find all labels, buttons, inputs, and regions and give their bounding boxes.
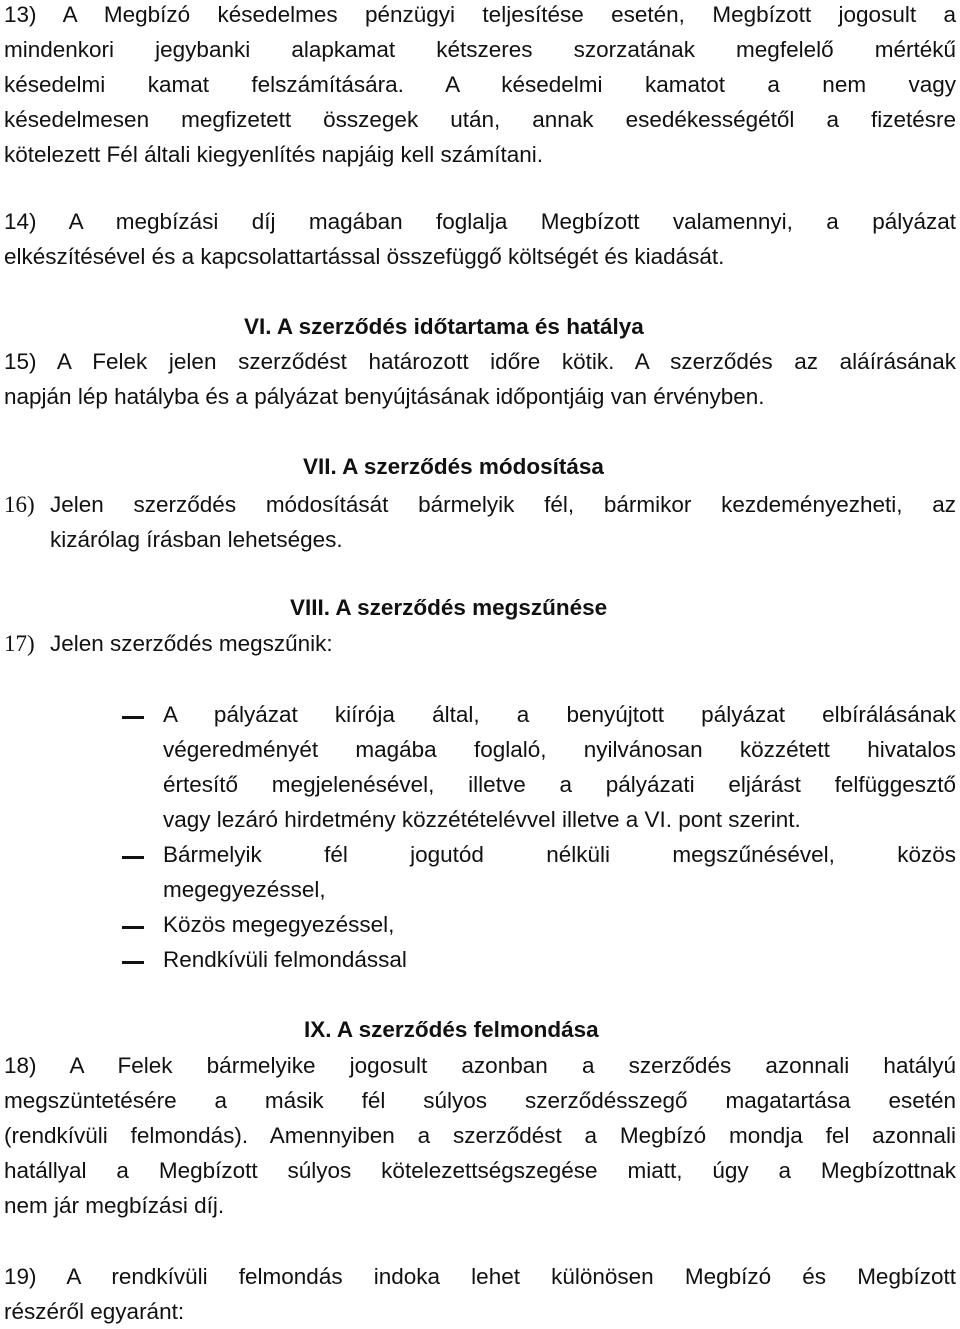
bullet-line: Közös megegyezéssel, [163,912,395,937]
p16-line: Jelen szerződés módosítását bármelyik fél, bármikor kezdeményezheti, az [50,492,956,517]
section-heading-viii: VIII. A szerződés megszűnése [290,595,608,620]
bullet-item [163,942,956,977]
section-heading-vii: VII. A szerződés módosítása [303,454,604,479]
section-heading-ix: IX. A szerződés felmondása [304,1017,599,1042]
p18-line: nem jár megbízási díj. [4,1193,225,1218]
p14-line: 14) A megbízási díj magában foglalja Megbízott valamennyi, a pályázat [4,209,956,234]
bullet-line: vagy lezáró hirdetmény közzétételévvel illetve a VI. pont szerint. [163,807,801,832]
p14-line: elkészítésével és a kapcsolattartással összefüggő költségét és kiadását. [4,244,725,269]
p18-line: megszüntetésére a másik fél súlyos szerződésszegő magatartása esetén [4,1088,956,1113]
bullet-item [163,837,956,907]
bullet-line: értesítő megjelenésével, illetve a pályázati eljárást felfüggesztő [163,772,956,797]
p13-line: 13) A Megbízó késedelmes pénzügyi teljesítése esetén, Megbízott jogosult a [4,2,956,27]
bullet-line: megegyezéssel, [163,877,326,902]
bullet-item [163,907,956,942]
paragraph-16-number: 16) [4,492,35,517]
p18-line: (rendkívüli felmondás). Amennyiben a szerződést a Megbízó mondja fel azonnali [4,1123,956,1148]
paragraph-13 [4,0,956,172]
paragraph-18 [4,1048,956,1223]
paragraph-17-text: Jelen szerződés megszűnik: [50,631,333,656]
dash-bullet-icon [122,856,144,859]
p15-line: napján lép hatályba és a pályázat benyújtásának időpontjáig van érvényben. [4,384,765,409]
p13-line: késedelmi kamat felszámítására. A késedelmi kamatot a nem vagy [4,72,956,97]
p13-line: kötelezett Fél általi kiegyenlítés napjáig kell számítani. [4,142,544,167]
dash-bullet-icon [122,926,144,929]
p13-line: késedelmesen megfizetett összegek után, annak esedékességétől a fizetésre [4,107,956,132]
paragraph-15 [4,344,956,414]
bullet-line: A pályázat kiírója által, a benyújtott pályázat elbírálásának [163,702,956,727]
bullet-item [163,697,956,837]
paragraph-19 [4,1259,956,1329]
bullet-line: Bármelyik fél jogutód nélküli megszűnésével, közös [163,842,956,867]
dash-bullet-icon [122,961,144,964]
dash-bullet-icon [122,716,144,719]
p15-line: 15) A Felek jelen szerződést határozott időre kötik. A szerződés az aláírásának [4,349,956,374]
p18-line: 18) A Felek bármelyike jogosult azonban a szerződés azonnali hatályú [4,1053,956,1078]
bullet-line: Rendkívüli felmondással [163,947,407,972]
section-heading-vi: VI. A szerződés időtartama és hatálya [244,314,644,339]
paragraph-17-number: 17) [4,631,35,656]
p13-line: mindenkori jegybanki alapkamat kétszeres szorzatának megfelelő mértékű [4,37,956,62]
paragraph-16 [50,487,956,557]
p16-line: kizárólag írásban lehetséges. [50,527,343,552]
p18-line: hatállyal a Megbízott súlyos kötelezettségszegése miatt, úgy a Megbízottnak [4,1158,956,1183]
paragraph-14 [4,204,956,274]
bullet-line: végeredményét magába foglaló, nyilvánosan közzétett hivatalos [163,737,956,762]
p19-line: részéről egyaránt: [4,1299,185,1324]
p19-line: 19) A rendkívüli felmondás indoka lehet különösen Megbízó és Megbízott [4,1264,956,1289]
